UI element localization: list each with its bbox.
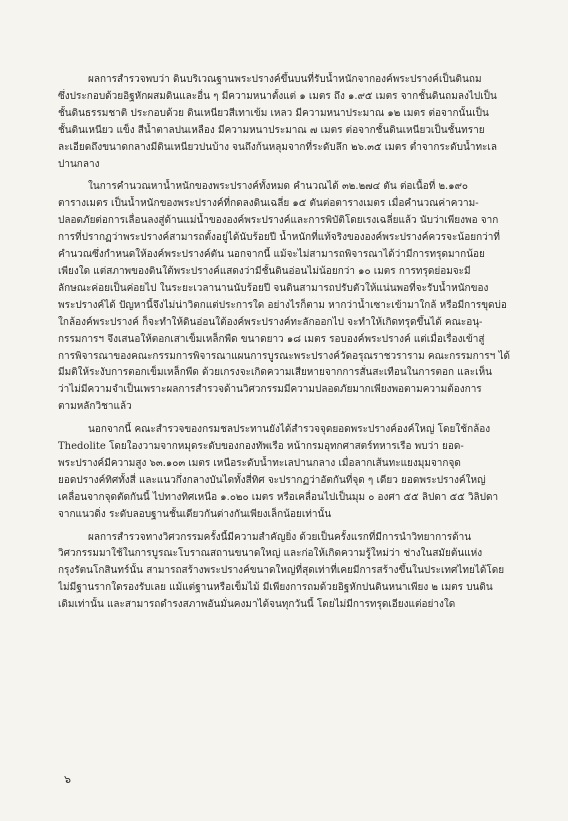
text-line: จากแนวดิ่ง ระดับลอบฐานชั้นเดียวกันต่างกันเพียงเล็กน้อยเท่านั้น	[58, 508, 332, 520]
text-line: ชั้นดินธรรมชาติ ประกอบด้วย ดินเหนียวสีเทาเข้ม เหลว มีความหนาประมาณ ๑๒ เมตร ต่อจากนั้นเป็น	[58, 107, 489, 119]
text-line: ผลการสำรวจพบว่า ดินบริเวณฐานพระปรางค์ขึ้นบนที่รับน้ำหนักจากองค์พระปรางค์เป็นดินถม	[88, 74, 482, 85]
page-number: ๖	[64, 773, 71, 786]
text-line: เดิมเท่านั้น และสามารถดำรงสภาพอันมั่นคงมาได้จนทุกวันนี้ โดยไม่มีการทรุดเอียงแต่อย่างใด	[58, 599, 456, 611]
body-text	[58, 72, 510, 614]
text-line: กรรมการฯ จึงเสนอให้ตอกเสาเข็มเหล็กพืด ขนาดยาว ๑๘ เมตร รอบองค์พระปรางค์ แต่เมื่อเรื่องเข้าสู่	[58, 333, 485, 345]
text-line: นอกจากนี้ คณะสำรวจของกรมชลประทานยังได้สำรวจจุดยอดพระปรางค์องค์ใหญ่ โดยใช้กล้อง	[88, 424, 491, 436]
text-line: ตารางเมตร เป็นน้ำหนักของพระปรางค์ที่กดลงดินเฉลี่ย ๑๕ ตันต่อตารางเมตร เมื่อคำนวณค่าความ-	[58, 198, 479, 210]
text-line: วิศวกรรมมาใช้ในการบูรณะโบราณสถานขนาดใหญ่ และก่อให้เกิดความรู้ใหม่ว่า ช่างในสมัยต้นแห่ง	[58, 548, 483, 560]
text-line: ตามหลักวิชาแล้ว	[58, 401, 132, 413]
text-line: มีมติให้ระงับการตอกเข็มเหล็กพืด ด้วยเกรงจะเกิดความเสียหายจากการสั่นสะเทือนในการตอก และเห็น	[58, 367, 492, 379]
text-line: เพียงใด แต่สภาพของดินใต้พระปรางค์แสดงว่ามีชั้นดินอ่อนไม่น้อยกว่า ๑๐ เมตร การทรุดย่อมจะมี	[58, 265, 471, 277]
text-line: ผลการสำรวจทางวิศวกรรมครั้งนี้มีความสำคัญยิ่ง ด้วยเป็นครั้งแรกที่มีการนำวิทยาการด้าน	[88, 531, 472, 543]
text-line: ปานกลาง	[58, 158, 100, 170]
paragraph-3	[58, 422, 510, 523]
text-line: การพิจารณาของคณะกรรมการพิจารณาแผนการบูรณะพระปรางค์วัดอรุณราชวราราม คณะกรรมการฯ ได้	[58, 350, 510, 362]
text-line: ซึ่งประกอบด้วยอิฐหักผสมดินและอื่น ๆ มีความหนาตั้งแต่ ๑ เมตร ถึง ๑.๙๕ เมตร จากชั้นดินถมลงไปเป็น	[58, 90, 497, 102]
text-line: ว่าไม่มีความจำเป็นเพราะผลการสำรวจด้านวิศวกรรมมีความปลอดภัยมากเพียงพอตามความต้องการ	[58, 384, 482, 396]
text-line: ชั้นดินเหนียว แข็ง สีน้ำตาลปนเหลือง มีความหนาประมาณ ๗ เมตร ต่อจากชั้นดินเหนียวเป็นชั้นทราย	[58, 124, 485, 136]
text-line: ไม่มีฐานรากใดรองรับเลย แม้แต่ฐานหรือเข็มไม้ มีเพียงการถมด้วยอิฐหักปนดินหนาเพียง ๒ เมตร บนดิน	[58, 582, 493, 594]
text-line: ยอดปรางค์ทิศทั้งสี่ และแนวกึ่งกลางบันไดทั้งสี่ทิศ จะปรากฏว่าอัตกันที่จุด ๆ เดียว ยอดพระปรางค์ใหญ่	[58, 474, 486, 486]
text-line: กรุงรัตนโกสินทร์นั้น สามารถสร้างพระปรางค์ขนาดใหญ่ที่สุดเท่าที่เคยมีการสร้างขึ้นในประเทศไทยได้โดย	[58, 565, 505, 577]
text-line: คำนวณซึ่งกำหนดให้องค์พระปรางค์ตัน นอกจากนี้ แม้จะไม่สามารถพิจารณาได้ว่ามีการทรุดมากน้อย	[58, 249, 485, 261]
paragraph-4	[58, 530, 510, 615]
paragraph-1	[58, 72, 510, 173]
text-line: ในการคำนวณหาน้ำหนักของพระปรางค์ทั้งหมด คำนวณได้ ๓๒.๒๗๔ ตัน ต่อเนื้อที่ ๒.๑๙๐	[88, 181, 469, 193]
text-line: พระปรางค์ได้ ปัญหานี้จึงไม่น่าวิตกแต่ประการใด อย่างไรก็ตาม หากว่าน้ำเซาะเข้ามาใกล้ หรือมีการขุดบ่อ	[58, 299, 507, 311]
text-line: ปลอดภัยต่อการเลื่อนลงสู่ด้านแม่น้ำขององค์พระปรางค์และการพิบัติโดยเรงเฉลี่ยแล้ว นับว่าเพียงพอ จาก	[58, 215, 499, 227]
paragraph-2	[58, 179, 510, 416]
text-line: การที่ปรากฏว่าพระปรางค์สามารถตั้งอยู่ได้นับร้อยปี น้ำหนักที่แท้จริงขององค์พระปรางค์ควรจะน้อยกว่าที่	[58, 232, 500, 244]
text-line: Thedolite โดยใองวามจากหมุดระดับของกองทัพเรือ หน้ากรมอุทกศาสตร์ทหารเรือ พบว่า ยอด-	[58, 441, 464, 453]
text-line: ลักษณะค่อยเป็นค่อยไป ในระยะเวลานานนับร้อยปี จนดินสามารถปรับตัวให้แน่นพอที่จะรับน้ำหนักของ	[58, 282, 489, 294]
text-line: ละเอียดถึงขนาดกลางมีดินเหนียวปนบ้าง จนถึงก้นหลุมจากที่ระดับลึก ๒๖.๓๕ เมตร ต่ำจากระดับน้ำทะเล	[58, 141, 497, 153]
text-line: เคลื่อนจากจุดตัดกันนี้ ไปทางทิศเหนือ ๑.๐๒๐ เมตร หรือเคลื่อนไปเป็นมุม ๐ องศา ๕๕ ลิปดา ๕๕ วิลิปดา	[58, 491, 499, 503]
text-line: พระปรางค์มีความสูง ๖๓.๑๐๓ เมตร เหนือระดับน้ำทะเลปานกลาง เมื่อลากเส้นทะแยงมุมจากจุด	[58, 457, 461, 469]
text-line: ใกล้องค์พระปรางค์ ก็จะทำให้ดินอ่อนใต้องค์พระปรางค์ทะลักออกไป จะทำให้เกิดทรุดขึ้นได้ คณะอนุ-	[58, 316, 483, 328]
